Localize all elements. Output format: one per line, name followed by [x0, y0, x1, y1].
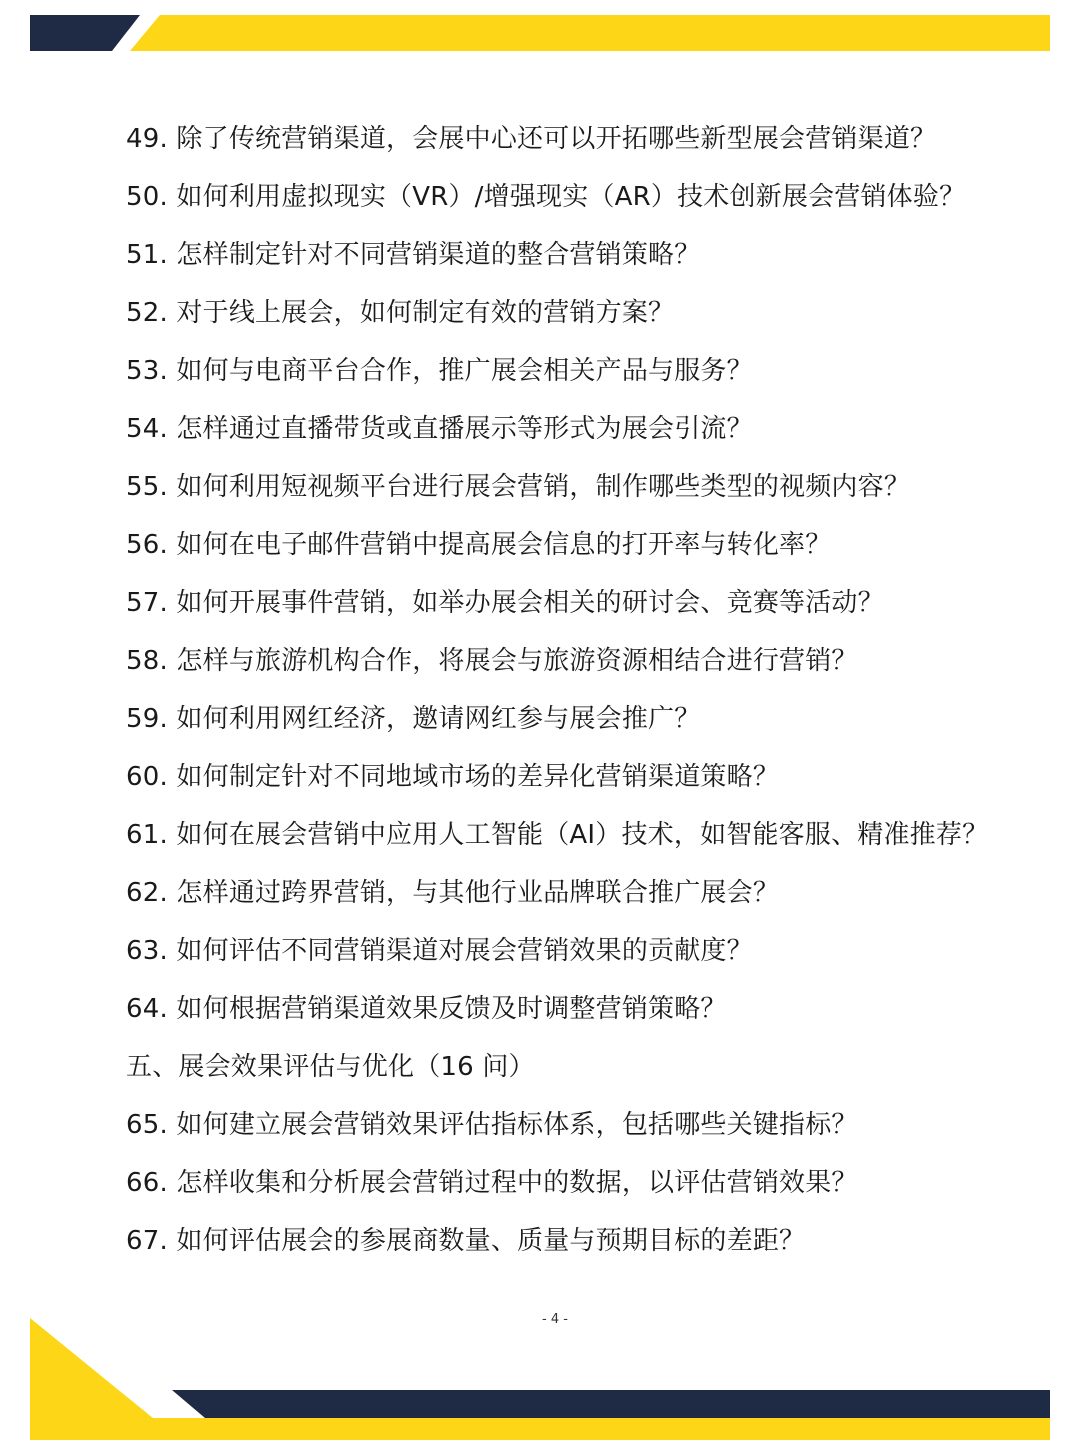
header-decoration: [0, 0, 1080, 60]
question-line: 67. 如何评估展会的参展商数量、质量与预期目标的差距？: [126, 1226, 806, 1256]
question-line: 59. 如何利用网红经济，邀请网红参与展会推广？: [126, 704, 701, 734]
question-line: 50. 如何利用虚拟现实（VR）/增强现实（AR）技术创新展会营销体验？: [126, 182, 966, 212]
question-line: 56. 如何在电子邮件营销中提高展会信息的打开率与转化率？: [126, 530, 832, 560]
question-line: 55. 如何利用短视频平台进行展会营销，制作哪些类型的视频内容？: [126, 472, 911, 502]
question-line: 57. 如何开展事件营销，如举办展会相关的研讨会、竞赛等活动？: [126, 588, 884, 618]
question-line: 65. 如何建立展会营销效果评估指标体系，包括哪些关键指标？: [126, 1110, 858, 1140]
question-line: 61. 如何在展会营销中应用人工智能（AI）技术，如智能客服、精准推荐？: [126, 820, 989, 850]
footer-decoration: [0, 1300, 1080, 1440]
question-line: 58. 怎样与旅游机构合作，将展会与旅游资源相结合进行营销？: [126, 646, 858, 676]
question-line: 51. 怎样制定针对不同营销渠道的整合营销策略？: [126, 240, 701, 270]
question-line: 52. 对于线上展会，如何制定有效的营销方案？: [126, 298, 675, 328]
question-line: 54. 怎样通过直播带货或直播展示等形式为展会引流？: [126, 414, 753, 444]
header-yellow-band: [130, 15, 1050, 51]
header-navy-band: [30, 15, 140, 51]
page-number: - 4 -: [542, 1312, 568, 1327]
question-list: [126, 110, 1006, 1270]
question-line: 五、展会效果评估与优化（16 问）: [126, 1052, 535, 1082]
question-line: 63. 如何评估不同营销渠道对展会营销效果的贡献度？: [126, 936, 753, 966]
question-line: 60. 如何制定针对不同地域市场的差异化营销渠道策略？: [126, 762, 780, 792]
question-line: 62. 怎样通过跨界营销，与其他行业品牌联合推广展会？: [126, 878, 780, 908]
footer-yellow-band: [150, 1418, 1050, 1440]
question-line: 66. 怎样收集和分析展会营销过程中的数据，以评估营销效果？: [126, 1168, 858, 1198]
footer-navy-band: [172, 1390, 1050, 1418]
question-line: 49. 除了传统营销渠道，会展中心还可以开拓哪些新型展会营销渠道？: [126, 124, 937, 154]
question-line: 64. 如何根据营销渠道效果反馈及时调整营销策略？: [126, 994, 727, 1024]
question-line: 53. 如何与电商平台合作，推广展会相关产品与服务？: [126, 356, 753, 386]
